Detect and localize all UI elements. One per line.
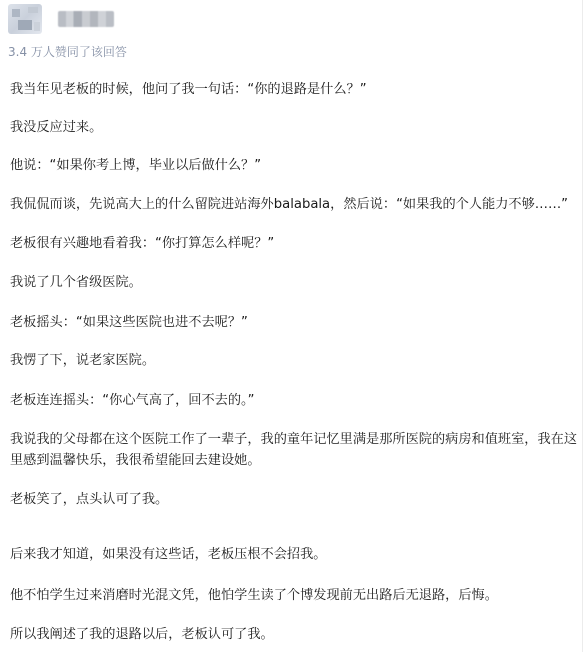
answer-paragraph: 老板很有兴趣地看着我：“你打算怎么样呢？” [10,236,275,251]
answer-paragraph: 我说我的父母都在这个医院工作了一辈子，我的童年记忆里满是那所医院的病房和值班室，我在这里感到温馨快乐，我很希望能回去建设她。 [10,432,578,468]
answer-paragraph: 所以我阐述了我的退路以后，老板认可了我。 [10,627,274,642]
answer-paragraph: 他说：“如果你考上博，毕业以后做什么？” [10,158,262,173]
answer-paragraph: 老板笑了，点头认可了我。 [10,492,169,507]
author-avatar[interactable] [8,4,42,34]
answer-paragraph: 我愣了下，说老家医院。 [10,353,156,368]
answer-paragraph: 他不怕学生过来消磨时光混文凭，他怕学生读了个博发现前无出路后无退路，后悔。 [10,588,498,603]
vote-count-text: 3.4 万人赞同了该回答 [8,45,127,59]
author-name-blurred[interactable] [58,11,114,27]
answer-paragraph: 我没反应过来。 [10,120,103,135]
answer-paragraph: 我当年见老板的时候，他问了我一句话：“你的退路是什么？” [10,82,367,97]
answer-paragraph: 我侃侃而谈，先说高大上的什么留院进站海外balabala，然后说：“如果我的个人能力不够……” [10,197,568,212]
answer-paragraph: 老板连连摇头：“你心气高了，回不去的。” [10,393,255,408]
author-row [8,4,114,34]
answer-paragraph: 老板摇头：“如果这些医院也进不去呢？” [10,315,248,330]
answer-paragraph: 后来我才知道，如果没有这些话，老板压根不会招我。 [10,547,327,562]
answer-paragraph: 我说了几个省级医院。 [10,275,142,290]
